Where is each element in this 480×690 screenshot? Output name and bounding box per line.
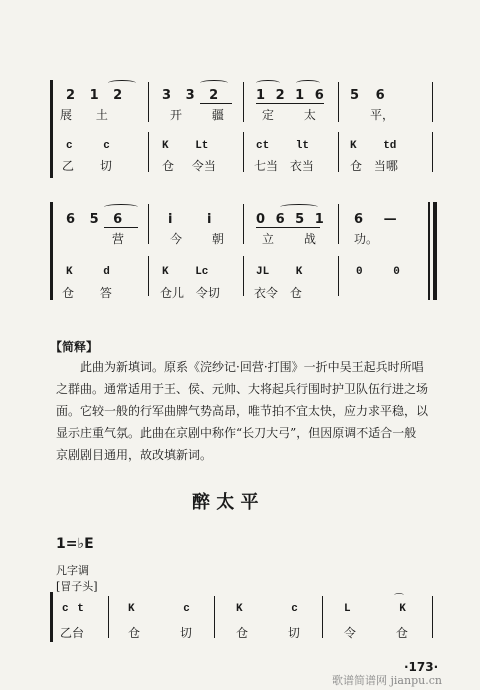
- notes-line: 面。它较一般的行军曲牌气势高昂，唯节拍不宜太快，应力求平稳，以: [56, 404, 429, 418]
- underline: [256, 227, 320, 228]
- underline: [200, 103, 232, 104]
- melody-measure: 6 —: [354, 212, 397, 227]
- barline: [148, 256, 149, 296]
- melody-measure: i i: [168, 212, 212, 227]
- notes-heading: 【简释】: [50, 340, 99, 354]
- lyric: 平，: [370, 108, 395, 122]
- lyric: 展 土: [60, 108, 108, 122]
- page-number: ·173·: [404, 660, 439, 674]
- percussion-measure: K c: [128, 603, 190, 615]
- percussion-measure: K Lt: [162, 140, 209, 152]
- key-signature: 1=♭E: [56, 536, 94, 552]
- percussion-measure: L K: [344, 603, 406, 615]
- lyric: 立 战: [262, 232, 316, 246]
- percussion-syllables: 仓 切: [236, 626, 300, 640]
- barline: [338, 204, 339, 244]
- percussion-syllables: 仓 当哪: [350, 159, 398, 173]
- percussion-syllables: 仓 令当: [162, 159, 216, 173]
- slur: [256, 80, 280, 86]
- barline: [148, 204, 149, 244]
- barline: [338, 256, 339, 296]
- barline: [432, 82, 433, 122]
- barline: [338, 132, 339, 172]
- percussion-syllables: 衣令 仓: [254, 286, 302, 300]
- melody-measure: 0 6 5 1: [256, 212, 324, 227]
- system-bracket: [50, 592, 53, 642]
- underline: [256, 103, 324, 104]
- watermark: 歌谱简谱网 jianpu.cn: [332, 674, 442, 687]
- barline: [432, 596, 433, 638]
- lyric: 今 朝: [170, 232, 224, 246]
- barline: [243, 82, 244, 122]
- system-bracket: [50, 202, 53, 300]
- barline: [108, 596, 109, 638]
- barline: [214, 596, 215, 638]
- barline: [432, 132, 433, 172]
- slur: [104, 204, 138, 210]
- fermata-icon: ⌒: [394, 594, 404, 605]
- melody-measure: 2 1 2: [66, 88, 123, 103]
- percussion-syllables: 七当 衣当: [254, 159, 314, 173]
- percussion-measure: K d: [66, 266, 110, 278]
- percussion-measure: c c: [66, 140, 110, 152]
- notes-line: 此曲为新填词。原系《浣纱记·回营·打围》一折中吴王起兵时所唱: [80, 360, 424, 374]
- percussion-syllables: 令 仓: [344, 626, 408, 640]
- percussion-measure: 0 0: [356, 266, 400, 278]
- percussion-measure: ct lt: [256, 140, 310, 152]
- percussion-measure: K td: [350, 140, 397, 152]
- lyric: 营: [112, 232, 125, 246]
- percussion-measure: JL K: [256, 266, 303, 278]
- mode-label: 凡字调: [56, 564, 89, 577]
- barline: [338, 82, 339, 122]
- percussion-measure: K c: [236, 603, 298, 615]
- barline: [322, 596, 323, 638]
- slur: [296, 80, 320, 86]
- melody-measure: 3 3 2: [162, 88, 219, 103]
- melody-measure: 5 6: [350, 88, 385, 103]
- percussion-syllables: 乙 切: [62, 159, 112, 173]
- barline: [243, 256, 244, 296]
- slur: [108, 80, 136, 86]
- final-barline-thick: [433, 202, 437, 300]
- slur: [200, 80, 228, 86]
- barline: [148, 82, 149, 122]
- final-barline-thin: [428, 202, 430, 300]
- barline: [148, 132, 149, 172]
- barline: [243, 204, 244, 244]
- percussion-syllables: 仓儿 令切: [160, 286, 220, 300]
- lyric: 开 疆: [170, 108, 224, 122]
- barline: [243, 132, 244, 172]
- notes-line: 京剧剧目通用，故改填新词。: [56, 448, 213, 462]
- underline: [104, 227, 138, 228]
- piece-title: 醉 太 平: [192, 492, 259, 513]
- lyric: 功。: [354, 232, 379, 246]
- percussion-measure: K Lc: [162, 266, 209, 278]
- section-label: [冒子头]: [56, 580, 98, 593]
- notes-line: 之群曲。通常适用于王、侯、元帅、大将起兵行围时护卫队伍行进之场: [56, 382, 429, 396]
- percussion-syllables: 乙台: [60, 626, 85, 640]
- system-bracket: [50, 80, 53, 178]
- percussion-measure: c t: [62, 603, 84, 615]
- melody-measure: 1 2 1 6: [256, 88, 324, 103]
- melody-measure: 6 5 6: [66, 212, 123, 227]
- slur: [280, 204, 318, 210]
- percussion-syllables: 仓 切: [128, 626, 192, 640]
- percussion-syllables: 仓 答: [62, 286, 112, 300]
- lyric: 定 太: [262, 108, 316, 122]
- notes-line: 显示庄重气氛。此曲在京剧中称作“长刀大弓”，但因原调不适合一般: [56, 426, 417, 440]
